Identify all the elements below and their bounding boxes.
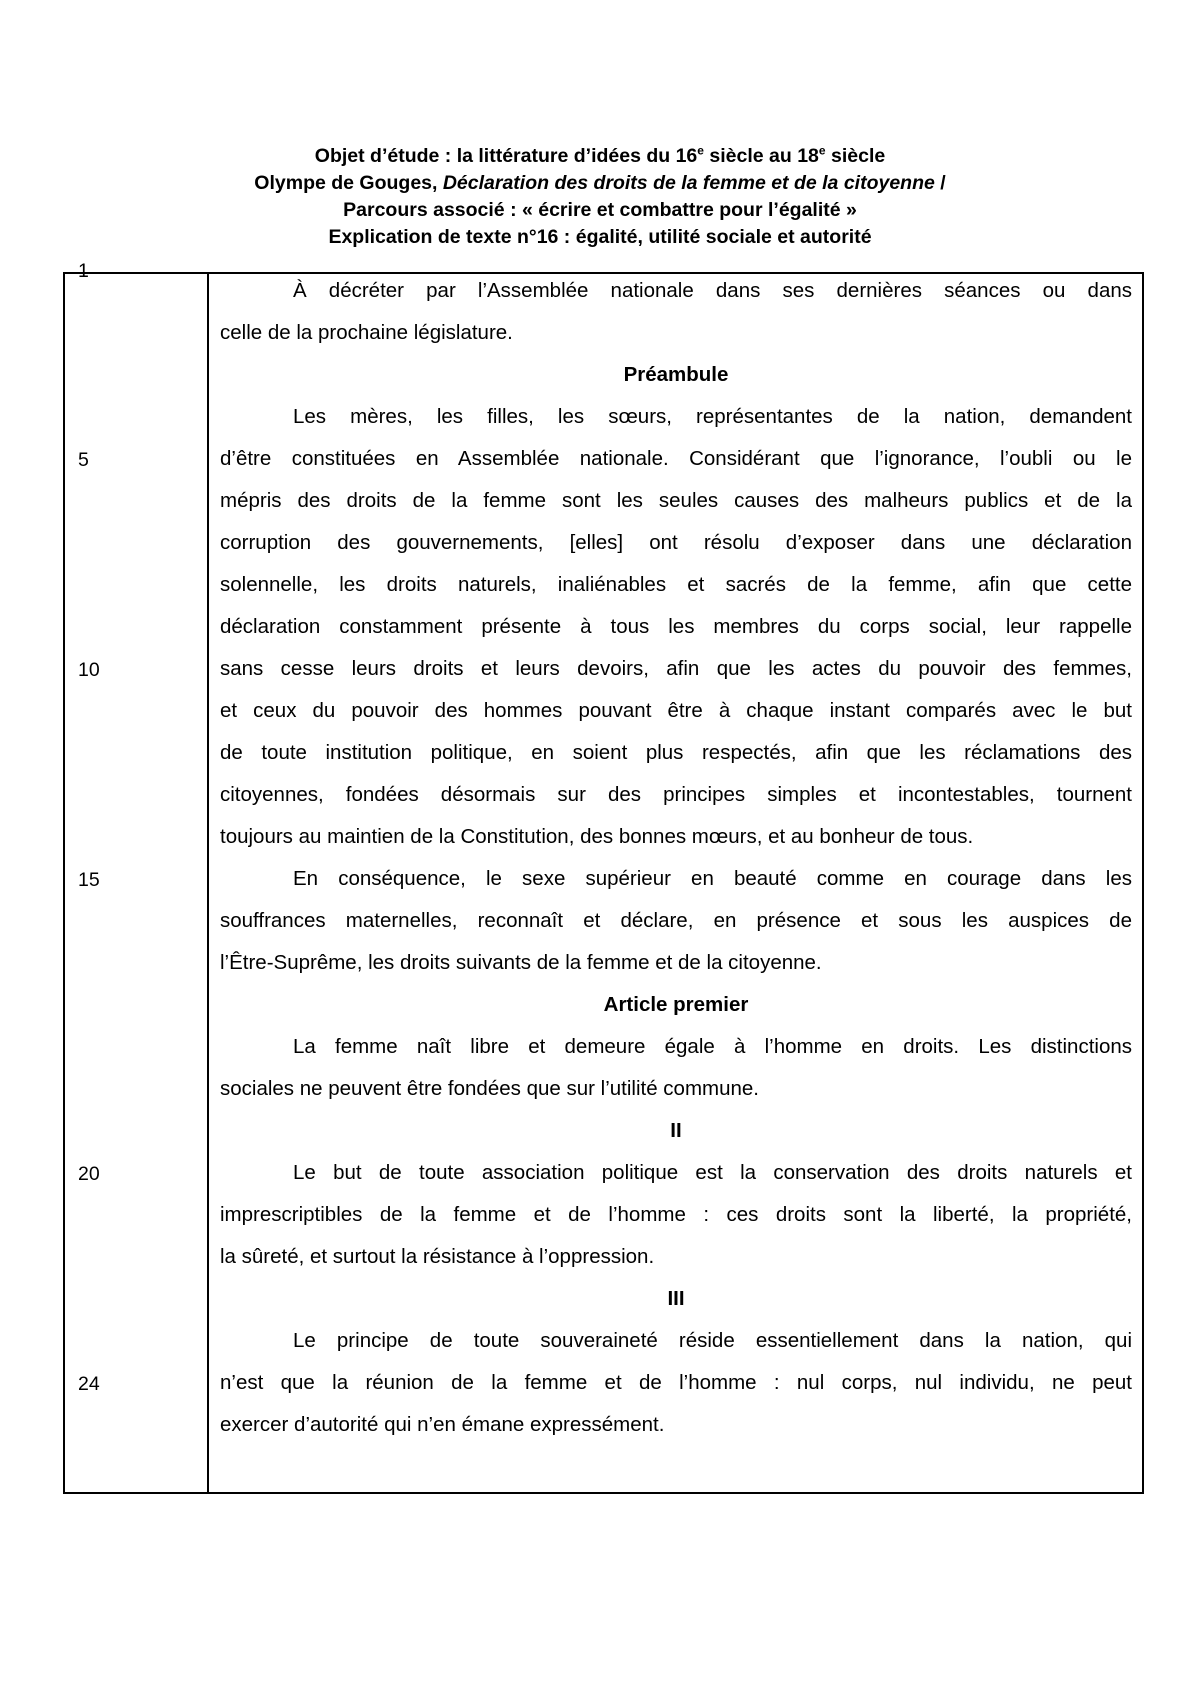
section-heading-article-iii: III: [667, 1287, 685, 1310]
section-heading-article-premier: Article premier: [603, 993, 749, 1016]
text-line: En conséquence, le sexe supérieur en beauté comme en courage dans les: [293, 867, 1132, 890]
text-line: l’Être-Suprême, les droits suivants de la femme et de la citoyenne.: [220, 951, 822, 974]
text-line: corruption des gouvernements, [elles] ont résolu d’exposer dans une déclaration: [220, 531, 1132, 554]
text-line: sociales ne peuvent être fondées que sur l’utilité commune.: [220, 1077, 760, 1100]
text-line: Les mères, les filles, les sœurs, représentantes de la nation, demandent: [293, 405, 1132, 428]
text-line: n’est que la réunion de la femme et de l’homme : nul corps, nul individu, ne peut: [220, 1371, 1132, 1394]
text-line: toujours au maintien de la Constitution, des bonnes mœurs, et au bonheur de tous.: [220, 825, 974, 848]
document-header: [0, 143, 1200, 251]
text-line: la sûreté, et surtout la résistance à l’oppression.: [220, 1245, 655, 1268]
text-line: de toute institution politique, en soient plus respectés, afin que les réclamations des: [220, 741, 1132, 764]
text-line: déclaration constamment présente à tous les membres du corps social, leur rappelle: [220, 615, 1132, 638]
text-line: souffrances maternelles, reconnaît et déclare, en présence et sous les auspices de: [220, 909, 1132, 932]
line-number: 15: [78, 869, 100, 891]
section-heading-article-ii: II: [670, 1119, 682, 1142]
text-line: celle de la prochaine législature.: [220, 321, 513, 344]
text-line: citoyennes, fondées désormais sur des principes simples et incontestables, tournent: [220, 783, 1132, 806]
section-heading-preambule: Préambule: [623, 363, 729, 386]
header-explication: Explication de texte n°16 : égalité, utilité sociale et autorité: [328, 226, 872, 248]
text-line: exercer d’autorité qui n’en émane expressément.: [220, 1413, 665, 1436]
text-column: [220, 270, 1132, 1446]
text-line: À décréter par l’Assemblée nationale dans ses dernières séances ou dans: [293, 279, 1132, 302]
text-line: La femme naît libre et demeure égale à l’homme en droits. Les distinctions: [293, 1035, 1132, 1058]
text-line: sans cesse leurs droits et leurs devoirs, afin que les actes du pouvoir des femmes,: [220, 657, 1132, 680]
line-number: 1: [78, 260, 89, 282]
line-number: 24: [78, 1373, 100, 1395]
header-study-object: Objet d’étude : la littérature d’idées du 16e siècle au 18e siècle: [314, 143, 886, 167]
line-number: 5: [78, 449, 89, 471]
text-line: d’être constituées en Assemblée nationale. Considérant que l’ignorance, l’oubli ou le: [220, 447, 1132, 470]
text-line: imprescriptibles de la femme et de l’homme : ces droits sont la liberté, la propriété,: [220, 1203, 1132, 1226]
text-line: Le principe de toute souveraineté réside essentiellement dans la nation, qui: [293, 1329, 1132, 1352]
line-number: 20: [78, 1163, 100, 1185]
header-parcours: Parcours associé : « écrire et combattre pour l’égalité »: [343, 199, 857, 221]
line-number: 10: [78, 659, 100, 681]
text-line: solennelle, les droits naturels, inaliénables et sacrés de la femme, afin que cette: [220, 573, 1132, 596]
text-line: et ceux du pouvoir des hommes pouvant être à chaque instant comparés avec le but: [220, 699, 1132, 722]
text-line: mépris des droits de la femme sont les seules causes des malheurs publics et de la: [220, 489, 1132, 512]
header-work-title: Olympe de Gouges, Déclaration des droits de la femme et de la citoyenne /: [254, 172, 946, 194]
text-line: Le but de toute association politique est la conservation des droits naturels et: [293, 1161, 1132, 1184]
column-divider: [207, 272, 209, 1494]
